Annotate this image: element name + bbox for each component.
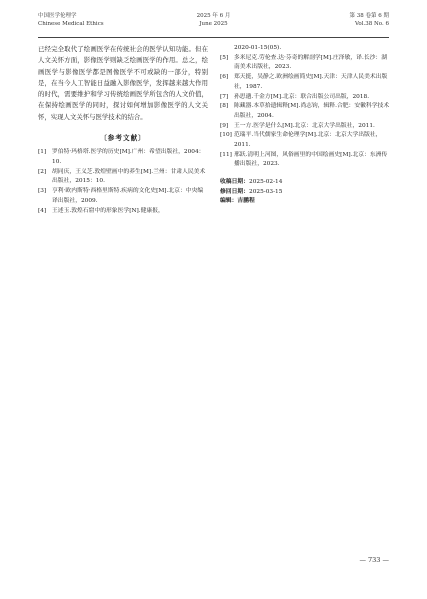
reference-item	[38, 207, 208, 217]
reference-item	[220, 93, 392, 103]
received-date	[220, 178, 392, 188]
reference-item	[220, 122, 392, 132]
volume-cn: 第 38 卷第 6 期	[349, 13, 389, 19]
reference-item	[220, 151, 392, 170]
volume-en: Vol.38 No. 6	[354, 21, 389, 27]
received-label: 收稿日期：	[220, 179, 249, 186]
reference-item	[38, 168, 208, 187]
journal-name-en: Chinese Medical Ethics	[38, 21, 104, 27]
references-title: 〔参考文献〕	[100, 134, 146, 143]
reference-text: 王一方.医学是什么[M].北京：北京大学出版社，2011.	[234, 122, 375, 129]
editor-label: 编辑：	[220, 198, 238, 205]
reference-text: 多米尼克.劳伦查.达·芬奇的解剖学[M].庄泽敏，译.长沙：湖南美术出版社，2023.	[234, 54, 388, 71]
page-number: — 733 —	[359, 556, 389, 564]
header-volume	[350, 12, 390, 28]
right-column	[220, 44, 392, 207]
reference-number: [10]	[220, 132, 232, 139]
header-divider	[38, 37, 389, 38]
journal-name-cn: 中国医学伦理学	[38, 13, 77, 19]
reference-item	[220, 73, 392, 92]
reference-number: [3]	[38, 188, 47, 195]
reference-text: 罗伯特·玛格塔.医学的历史[M].广州：希望出版社，2004：10.	[52, 149, 205, 166]
reference-text: 孙思邈.千金方[M].北京：联合出版公司出版，2018.	[234, 93, 370, 100]
reference-number: [6]	[220, 74, 229, 81]
reference-number: [8]	[220, 103, 229, 110]
issue-date-en: June 2025	[199, 21, 228, 27]
reference-number: [9]	[220, 122, 229, 129]
reference-item	[220, 102, 392, 121]
reference-text: 胡同庆，王义芝.敦煌壁画中的养生[M].兰州：甘肃人民美术出版社，2015：10.	[52, 168, 206, 185]
reference-text: 范瑞平.当代儒家生命伦理学[M].北京：北京大学出版社，2011.	[234, 132, 382, 149]
reference-number: [1]	[38, 149, 47, 156]
article-dates	[220, 178, 392, 207]
reference-number: [11]	[220, 151, 232, 158]
reference-item	[38, 148, 208, 167]
reference-text: 邢跃.清明上河图，风俗画里的中国绘画史[M].北京：东洲传播出版社，2023.	[234, 151, 388, 168]
header-date	[38, 12, 389, 28]
reference-item	[220, 54, 392, 73]
body-paragraph: 已经完全取代了绘画医学在传统社会的医学认知功能。但在人文关怀方面，影像医学则缺乏绘画医学的作用。总之，绘画医学与影像医学都是图像医学不可或缺的一部分，特别是，在当今人工智能日益融入影像医学，发挥越来越大作用的时代，需要维护和学习传统绘画医学所包含的人文价值，在保持绘画医学的同时，探讨如何增加影像医学的人文关怀，实现人文关怀与医学技术的结合。	[38, 45, 208, 121]
reference-text: 亨利·欧内斯特·西格里斯特.疾病的文化史[M].北京：中央编译出版社，2009.	[52, 188, 204, 204]
reference-number: [4]	[38, 207, 47, 214]
revised-value: 2025-03-15	[249, 188, 283, 195]
reference-number: [7]	[220, 93, 229, 100]
left-column	[38, 44, 208, 216]
reference-item	[220, 131, 392, 150]
received-value: 2025-02-14	[249, 179, 283, 186]
references-list-right	[220, 54, 392, 170]
reference-item	[38, 187, 208, 206]
reference-text: 陈藏器.本草拾遗辑释[M].尚志钧，辑释.合肥：安徽科学技术出版社，2004.	[234, 103, 390, 119]
editor	[220, 197, 392, 207]
reference-number: [2]	[38, 168, 47, 175]
editor-value: 吉鹏程	[237, 198, 255, 205]
issue-date-cn: 2025 年 6 月	[196, 13, 231, 19]
revised-label: 修回日期：	[220, 188, 249, 195]
references-list-left	[38, 148, 208, 216]
reference-continuation: 2020-01-15(05).	[234, 45, 282, 51]
reference-text: 郑天挺，吴静之.欧洲绘画简史[M].天津：天津人民美术出版社，1987.	[234, 74, 388, 90]
revised-date	[220, 188, 392, 198]
reference-text: 王述玉.敦煌石窟中的形象医学[N].健康报，	[52, 207, 164, 214]
reference-number: [5]	[220, 54, 229, 61]
